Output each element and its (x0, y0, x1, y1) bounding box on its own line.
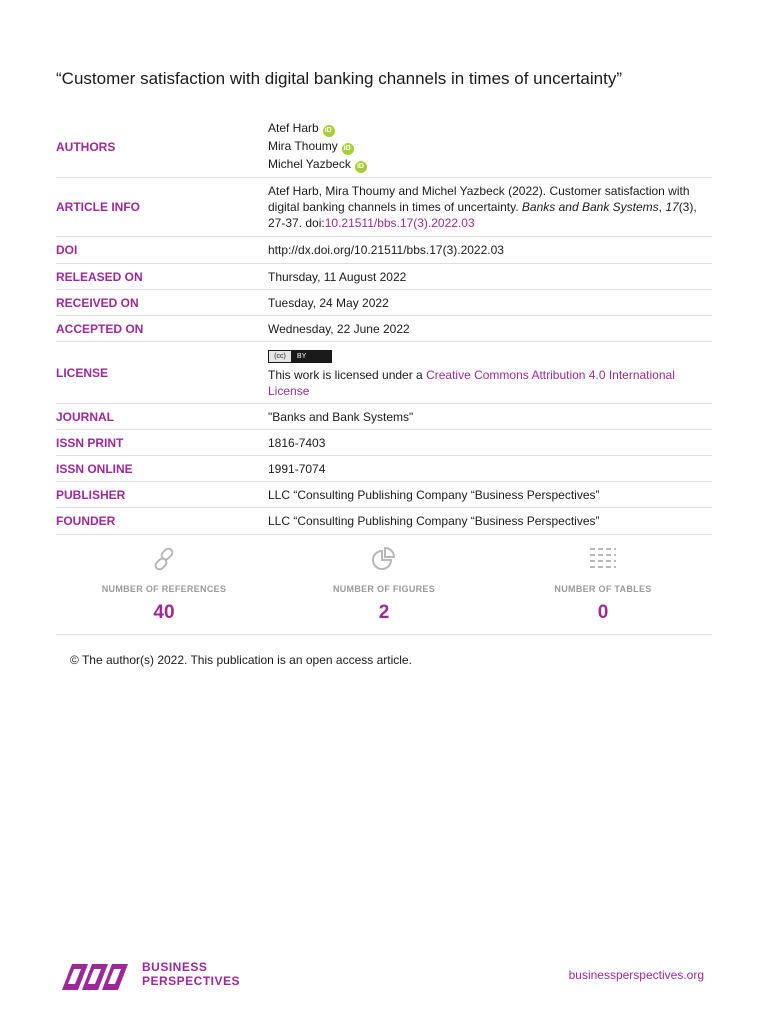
cc-badge-right: BY (297, 353, 307, 360)
figures-stat (284, 544, 484, 624)
cc-by-badge[interactable] (268, 350, 332, 363)
references-label: NUMBER OF REFERENCES (101, 584, 227, 594)
table-icon (503, 544, 703, 574)
publisher-logo-text (142, 960, 240, 988)
figures-count: 2 (378, 602, 390, 623)
pie-chart-icon (284, 544, 484, 574)
orcid-icon[interactable] (355, 161, 367, 173)
figures-label: NUMBER OF FIGURES (332, 584, 436, 594)
founder-label: FOUNDER (56, 508, 268, 535)
author-name[interactable]: Mira Thoumy (268, 139, 338, 153)
tables-count: 0 (597, 602, 609, 623)
tables-label: NUMBER OF TABLES (554, 584, 652, 594)
citation-text: Atef Harb, Mira Thoumy and Michel Yazbeck (2022). Customer satisfaction with digital banking channels in times of uncertainty. (268, 184, 690, 214)
issn-online-value: 1991-7074 (268, 456, 712, 482)
journal-row (56, 404, 712, 430)
author-item (268, 155, 712, 173)
accepted-value: Wednesday, 22 June 2022 (268, 316, 712, 342)
accepted-row (56, 316, 712, 342)
article-stats (56, 530, 712, 635)
author-name[interactable]: Michel Yazbeck (268, 157, 351, 171)
authors-row (56, 116, 712, 178)
link-icon (64, 544, 264, 574)
logo-line-business: BUSINESS (142, 960, 208, 974)
article-info-value (268, 178, 712, 237)
publisher-logo-mark (62, 956, 134, 992)
released-row (56, 264, 712, 290)
journal-value: "Banks and Bank Systems" (268, 404, 712, 430)
authors-list (268, 116, 712, 178)
issn-online-row (56, 456, 712, 482)
orcid-icon[interactable] (323, 125, 335, 137)
issn-print-value: 1816-7403 (268, 430, 712, 456)
cc-badge-left: (cc) (269, 351, 291, 362)
license-row (56, 342, 712, 404)
citation-pages: (3), 27-37. doi: (268, 200, 697, 230)
tables-stat (503, 544, 703, 624)
publisher-logo[interactable] (62, 956, 240, 992)
accepted-label: ACCEPTED ON (56, 316, 268, 342)
open-access-note: © The author(s) 2022. This publication is an open access article. (70, 653, 412, 667)
released-value: Thursday, 11 August 2022 (268, 264, 712, 290)
journal-label: JOURNAL (56, 404, 268, 430)
founder-value: LLC “Consulting Publishing Company “Business Perspectives” (268, 508, 712, 535)
author-name[interactable]: Atef Harb (268, 121, 319, 135)
article-info-row (56, 178, 712, 237)
publisher-label: PUBLISHER (56, 482, 268, 508)
issn-print-label: ISSN PRINT (56, 430, 268, 456)
references-stat (64, 544, 264, 624)
doi-value[interactable]: http://dx.doi.org/10.21511/bbs.17(3).2022.03 (268, 237, 712, 264)
issn-print-row (56, 430, 712, 456)
logo-line-perspectives: PERSPECTIVES (142, 974, 241, 988)
article-metadata-table (56, 116, 712, 535)
doi-row (56, 237, 712, 264)
released-label: RELEASED ON (56, 264, 268, 290)
license-text: This work is licensed under a (268, 368, 427, 382)
received-label: RECEIVED ON (56, 290, 268, 316)
author-item (268, 119, 712, 137)
website-link[interactable]: businessperspectives.org (568, 968, 704, 982)
references-count: 40 (153, 602, 175, 623)
license-value (268, 342, 712, 404)
citation-journal: Banks and Bank Systems (521, 200, 659, 214)
authors-label: AUTHORS (56, 116, 268, 178)
publisher-row (56, 482, 712, 508)
license-link[interactable]: Creative Commons Attribution 4.0 International License (268, 368, 675, 398)
publisher-value: LLC “Consulting Publishing Company “Business Perspectives” (268, 482, 712, 508)
doi-label: DOI (56, 237, 268, 264)
license-label: LICENSE (56, 342, 268, 404)
received-value: Tuesday, 24 May 2022 (268, 290, 712, 316)
citation-separator: , (658, 200, 666, 214)
citation-doi-link[interactable]: 10.21511/bbs.17(3).2022.03 (324, 216, 475, 230)
issn-online-label: ISSN ONLINE (56, 456, 268, 482)
orcid-icon[interactable] (342, 143, 354, 155)
citation-volume: 17 (665, 200, 679, 214)
received-row (56, 290, 712, 316)
article-info-label: ARTICLE INFO (56, 178, 268, 237)
author-item (268, 137, 712, 155)
article-title: “Customer satisfaction with digital banking channels in times of uncertainty” (56, 69, 622, 88)
